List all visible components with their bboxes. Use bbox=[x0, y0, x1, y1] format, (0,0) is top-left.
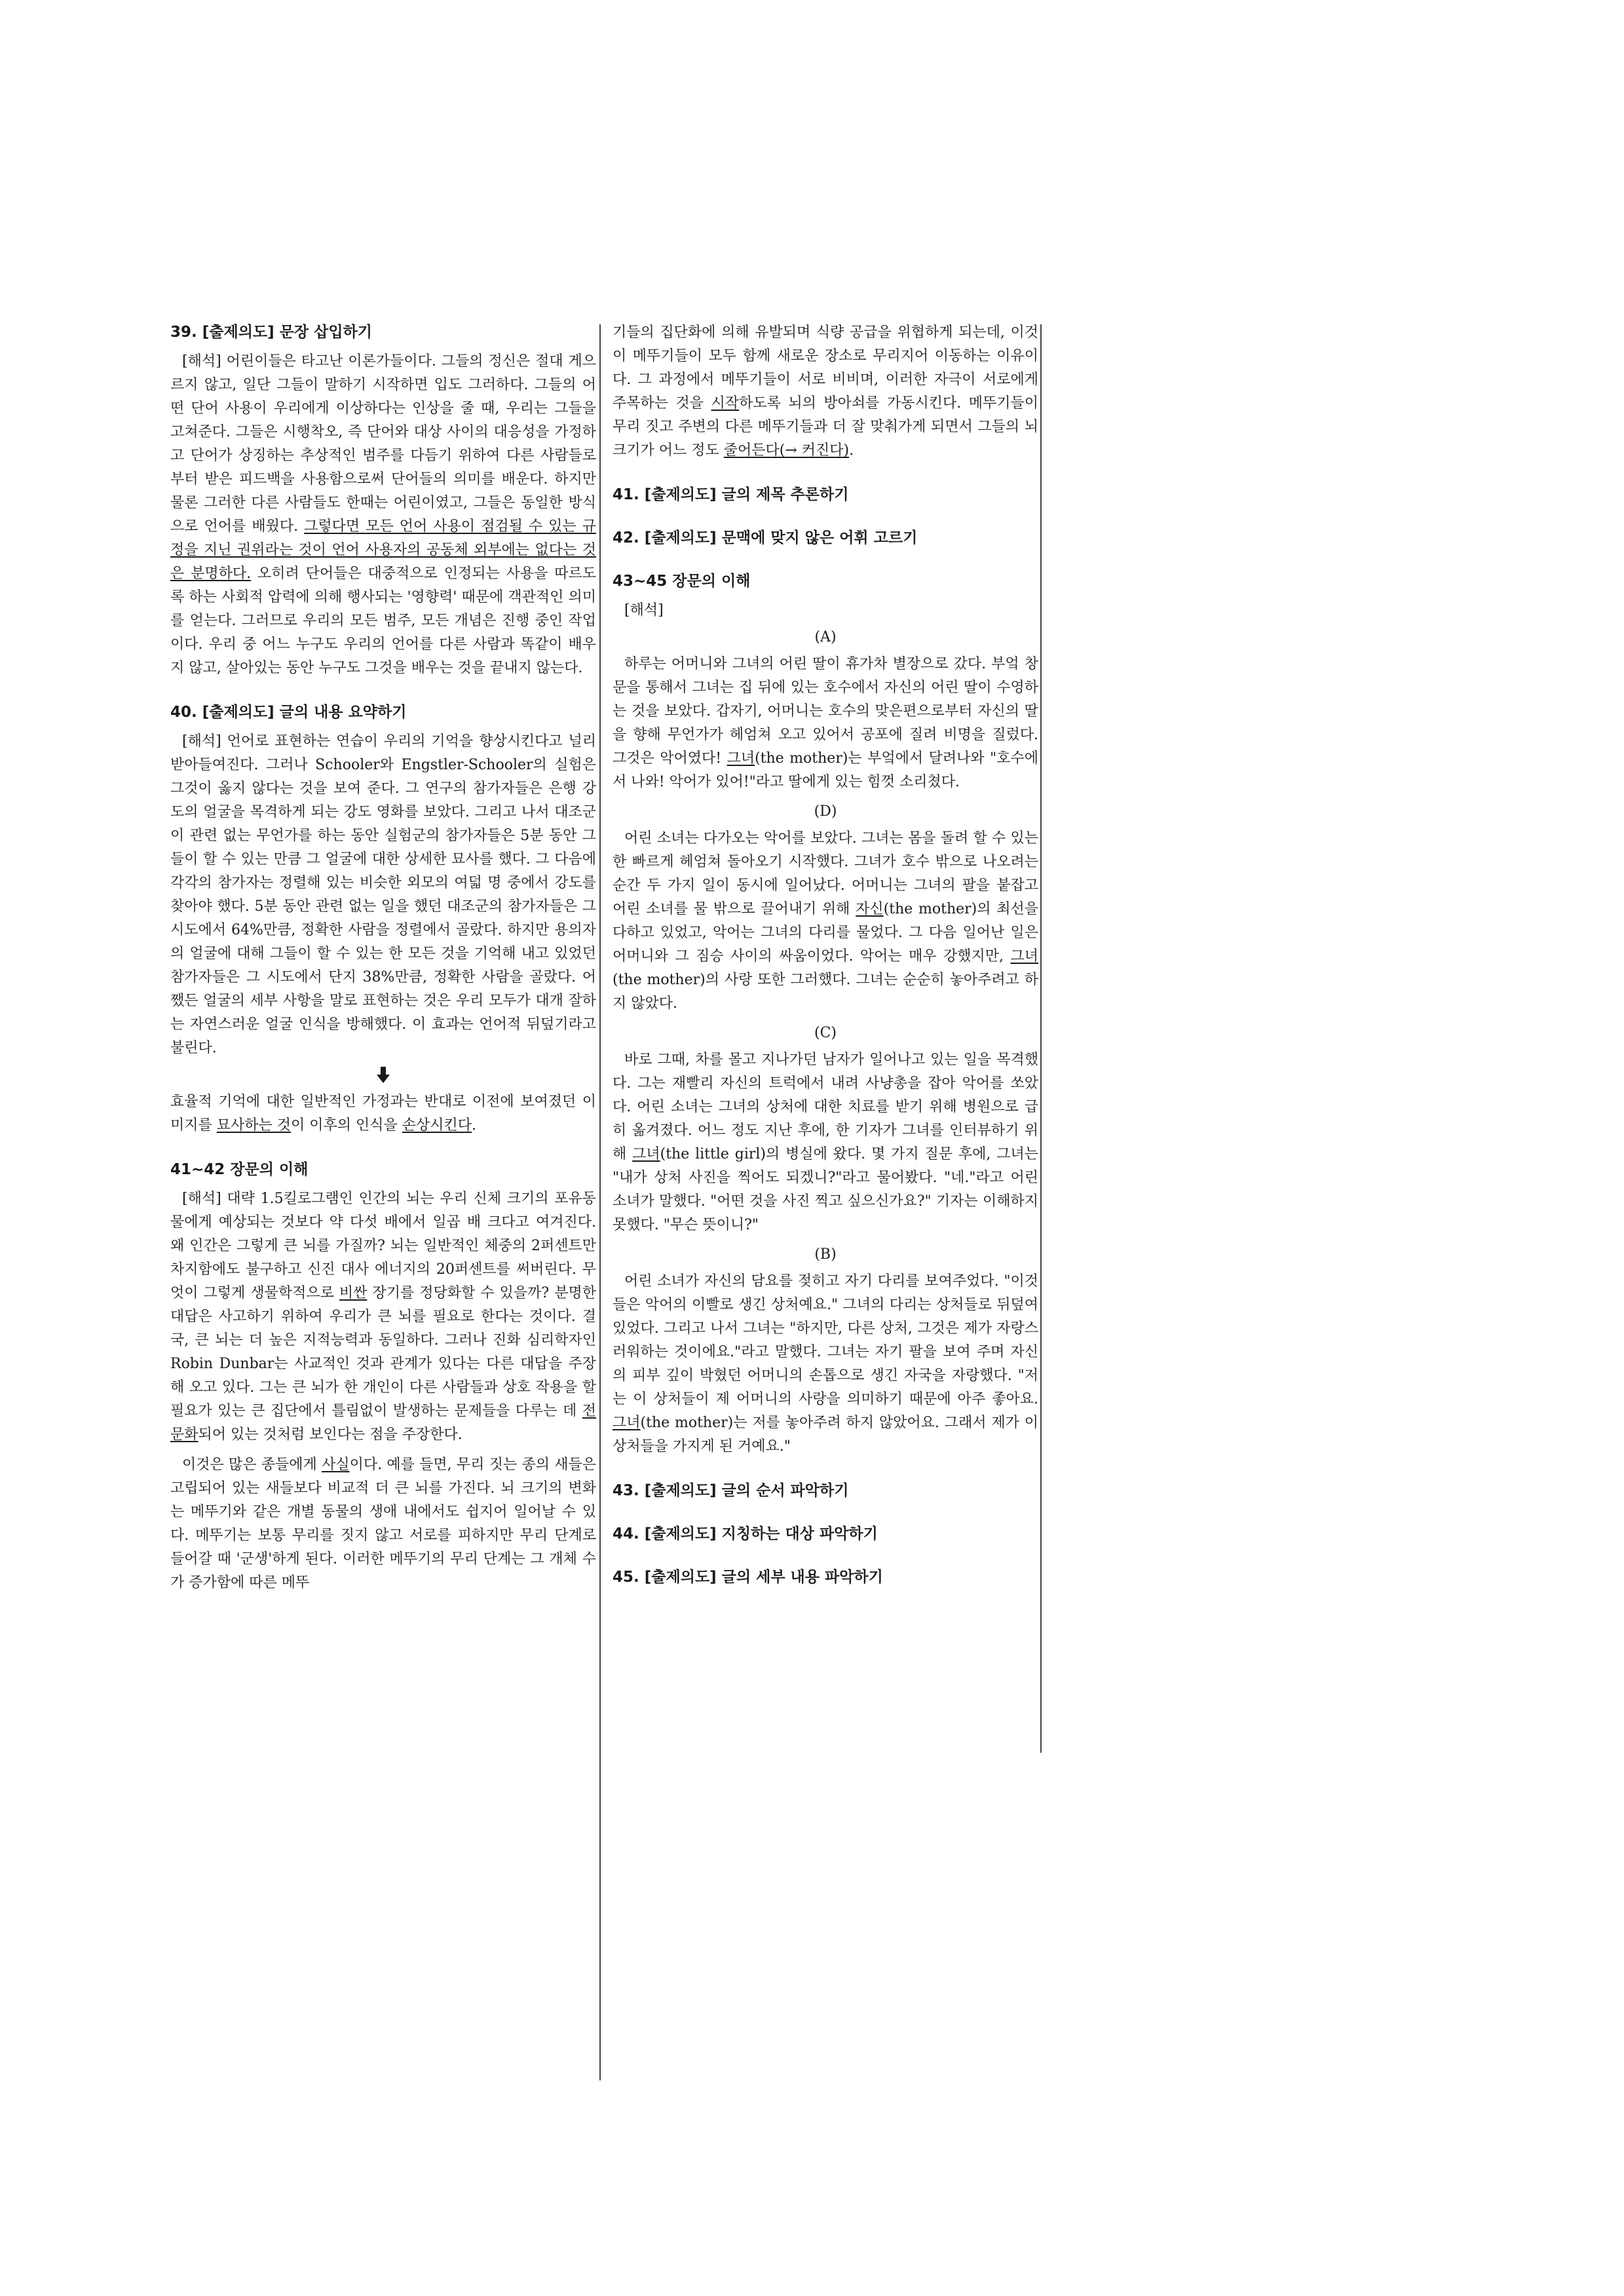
section-d-text: 어린 소녀는 다가오는 악어를 보았다. 그녀는 몸을 돌려 할 수 있는 한 빠르게 헤엄쳐 돌아오기 시작했다. 그녀가 호수 밖으로 나오려는 순간 두 가지 일이 동시에 일어났다. 어머니는 그녀의 팔을 붙잡고 어린 소녀를 물 밖으로 끌어내기 위해 자신(the mother)의 최선을 다하고 있었고, 악어는 그녀의 다리를 물었다. 그 다음 일어난 일은 어머니와 그 짐승 사이의 싸움이었다. 악어는 매우 강했지만, 그녀(the mother)의 사랑 또한 그러했다. 그녀는 순순히 놓아주려고 하지 않았다. bbox=[613, 830, 1039, 1012]
q41-42-paragraph-1: [해석] 대략 1.5킬로그램인 인간의 뇌는 우리 신체 크기의 포유동물에게 예상되는 것보다 약 다섯 배에서 일곱 배 크다고 여겨진다. 왜 인간은 그렇게 큰 뇌를 가질까? 뇌는 일반적인 체중의 2퍼센트만 차지함에도 불구하고 신진 대사 에너지의 20퍼센트를 써버린다. 무엇이 그렇게 생물학적으로 비싼 장기를 정당화할 수 있을까? 분명한 대답은 사고하기 위하여 우리가 큰 뇌를 필요로 한다는 것이다. 결국, 큰 뇌는 더 높은 지적능력과 동일하다. 그러나 진화 심리학자인 Robin Dunbar는 사교적인 것과 관계가 있다는 다른 대답을 주장해 오고 있다. 그는 큰 뇌가 한 개인이 다른 사람들과 상호 작용을 할 필요가 있는 큰 집단에서 틀림없이 발생하는 문제들을 다루는 데 전문화되어 있는 것처럼 보인다는 점을 주장한다. bbox=[170, 1191, 596, 1443]
q39-explanation: [해석] 어린이들은 타고난 이론가들이다. 그들의 정신은 절대 게으르지 않고, 일단 그들이 말하기 시작하면 입도 그러하다. 그들의 어떤 단어 사용이 우리에게 이상하다는 인상을 줄 때, 우리는 그들을 고쳐준다. 그들은 시행착오, 즉 단어와 대상 사이의 대응성을 가정하고 단어가 상징하는 추상적인 범주를 다듬기 위하여 다른 사람들로부터 받은 피드백을 사용함으로써 단어들의 의미를 배운다. 하지만 물론 그러한 다른 사람들도 한때는 어린이였고, 그들은 동일한 방식으로 언어를 배웠다. 그렇다면 모든 언어 사용이 점검될 수 있는 규정을 지닌 권위라는 것이 언어 사용자의 공동체 외부에는 없다는 것은 분명하다. 오히려 단어들은 대중적으로 인정되는 사용을 따르도록 하는 사회적 압력에 의해 행사되는 '영향력' 때문에 객관적인 의미를 얻는다. 그러므로 우리의 모든 범주, 모든 개념은 진행 중인 작업이다. 우리 중 어느 누구도 우리의 언어를 다른 사람과 똑같이 배우지 않고, 살아있는 동안 누구도 그것을 배우는 것을 끝내지 않는다. bbox=[170, 353, 596, 676]
column-divider-left bbox=[599, 324, 601, 2080]
left-column bbox=[170, 321, 596, 1601]
q41-42-paragraph-2: 이것은 많은 종들에게 사실이다. 예를 들면, 무리 짓는 종의 새들은 고립되어 있는 새들보다 비교적 더 큰 뇌를 가진다. 뇌 크기의 변화는 메뚜기와 같은 개별 동물의 생애 내에서도 쉽지어 일어날 수 있다. 메뚜기는 보통 무리를 짓지 않고 서로를 피하지만 무리 단계로 들어갈 때 '군생'하게 된다. 이러한 메뚜기의 무리 단계는 그 개체 수가 증가함에 따른 메뚜 bbox=[170, 1457, 597, 1591]
down-arrow-icon bbox=[170, 1067, 596, 1086]
q40-summary: 효율적 기억에 대한 일반적인 가정과는 반대로 이전에 보여졌던 이미지를 묘사하는 것이 이후의 인식을 손상시킨다. bbox=[170, 1094, 596, 1134]
section-a-text: 하루는 어머니와 그녀의 어린 딸이 휴가차 별장으로 갔다. 부엌 창문을 통해서 그녀는 집 뒤에 있는 호수에서 자신의 어린 딸이 수영하는 것을 보았다. 갑자기, 어머니는 호수의 맞은편으로부터 자신의 딸을 향해 무언가가 헤엄쳐 오고 있어서 공포에 질려 비명을 질렀다. 그것은 악어였다! 그녀(the mother)는 부엌에서 달려나와 "호수에서 나와! 악어가 있어!"라고 딸에게 있는 힘껏 소리쳤다. bbox=[613, 656, 1039, 790]
q39-heading: 39. [출제의도] 문장 삽입하기 bbox=[170, 324, 372, 341]
section-b-label: (B) bbox=[814, 1246, 837, 1263]
q40-heading: 40. [출제의도] 글의 내용 요약하기 bbox=[170, 704, 407, 721]
q43-heading: 43. [출제의도] 글의 순서 파악하기 bbox=[613, 1482, 849, 1499]
q42-heading: 42. [출제의도] 문맥에 맞지 않은 어휘 고르기 bbox=[613, 529, 918, 546]
section-b-text: 어린 소녀가 자신의 담요를 젖히고 자기 다리를 보여주었다. "이것들은 악어의 이빨로 생긴 상처예요." 그녀의 다리는 상처들로 뒤덮여 있었다. 그리고 나서 그녀는 "하지만, 다른 상처, 그것은 제가 자랑스러워하는 것이에요."라고 말했다. 그녀는 자기 팔을 보여 주며 자신의 피부 깊이 박혔던 어머니의 손톱으로 생긴 자국을 자랑했다. "저는 이 상처들이 제 어머니의 사랑을 의미하기 때문에 아주 좋아요. 그녀(the mother)는 저를 놓아주려 하지 않았어요. 그래서 제가 이 상처들을 가지게 된 거예요." bbox=[613, 1273, 1038, 1455]
q43-45-label: [해석] bbox=[624, 602, 664, 619]
q43-45-heading: 43~45 장문의 이해 bbox=[613, 573, 751, 590]
q44-heading: 44. [출제의도] 지칭하는 대상 파악하기 bbox=[613, 1525, 878, 1542]
q39-underlined-sentence: 그렇다면 모든 언어 사용이 점검될 수 있는 규정을 지닌 권위라는 것이 언어 사용자의 공동체 외부에는 없다는 것은 분명하다. bbox=[170, 518, 596, 582]
right-column bbox=[613, 321, 1038, 1595]
section-c-text: 바로 그때, 차를 몰고 지나가던 남자가 일어나고 있는 일을 목격했다. 그는 재빨리 자신의 트럭에서 내려 사냥총을 잡아 악어를 쏘았다. 어린 소녀는 그녀의 상처에 대한 치료를 받기 위해 병원으로 급히 옮겨졌다. 어느 정도 지난 후에, 한 기자가 그녀를 인터뷰하기 위해 그녀(the little girl)의 병실에 왔다. 몇 가지 질문 후에, 그녀는 "내가 상처 사진을 찍어도 되겠니?"라고 물어봤다. "네."라고 어린 소녀가 말했다. "어떤 것을 사진 찍고 싶으신가요?" 기자는 이해하지 못했다. "무슨 뜻이니?" bbox=[613, 1052, 1038, 1233]
column-divider-right bbox=[1040, 324, 1042, 1753]
q41-42-continuation: 기들의 집단화에 의해 유발되며 식량 공급을 위협하게 되는데, 이것이 메뚜기들이 모두 함께 새로운 장소로 무리지어 이동하는 이유이다. 그 과정에서 메뚜기들이 서로 비비며, 이러한 자극이 서로에게 주목하는 것을 시작하도록 뇌의 방아쇠를 가동시킨다. 메뚜기들이 무리 짓고 주변의 다른 메뚜기들과 더 잘 맞춰가게 되면서 그들의 뇌 크기가 어느 정도 줄어든다(→ 커진다). bbox=[613, 324, 1038, 459]
q40-explanation: [해석] 언어로 표현하는 연습이 우리의 기억을 향상시킨다고 널리 받아들여진다. 그러나 Schooler와 Engstler-Schooler의 실험은 그것이 옳지 않다는 것을 보여 준다. 그 연구의 참가자들은 은행 강도의 얼굴을 목격하게 되는 강도 영화를 보았다. 그리고 나서 대조군이 관련 없는 무언가를 하는 동안 실험군의 참가자들은 5분 동안 그들이 할 수 있는 만큼 그 얼굴에 대한 상세한 묘사를 했다. 그 다음에 각각의 참가자는 정렬해 있는 비슷한 외모의 여덟 명 중에서 강도를 찾아야 했다. 5분 동안 관련 없는 일을 했던 대조군의 참가자들은 그 시도에서 64%만큼, 정확한 사람을 정렬에서 골랐다. 하지만 용의자의 얼굴에 대해 그들이 할 수 있는 한 모든 것을 기억해 내고 있었던 참가자들은 그 시도에서 단지 38%만큼, 정확한 사람을 골랐다. 어쨌든 얼굴의 세부 사항을 말로 표현하는 것은 우리 모두가 대개 잘하는 자연스러운 얼굴 인식을 방해했다. 이 효과는 언어적 뒤덮기라고 불린다. bbox=[170, 733, 596, 1056]
q41-42-heading: 41~42 장문의 이해 bbox=[170, 1161, 309, 1178]
section-c-label: (C) bbox=[814, 1025, 837, 1041]
q41-heading: 41. [출제의도] 글의 제목 추론하기 bbox=[613, 486, 849, 503]
q45-heading: 45. [출제의도] 글의 세부 내용 파악하기 bbox=[613, 1569, 883, 1586]
section-d-label: (D) bbox=[814, 803, 837, 820]
section-a-label: (A) bbox=[814, 629, 837, 645]
